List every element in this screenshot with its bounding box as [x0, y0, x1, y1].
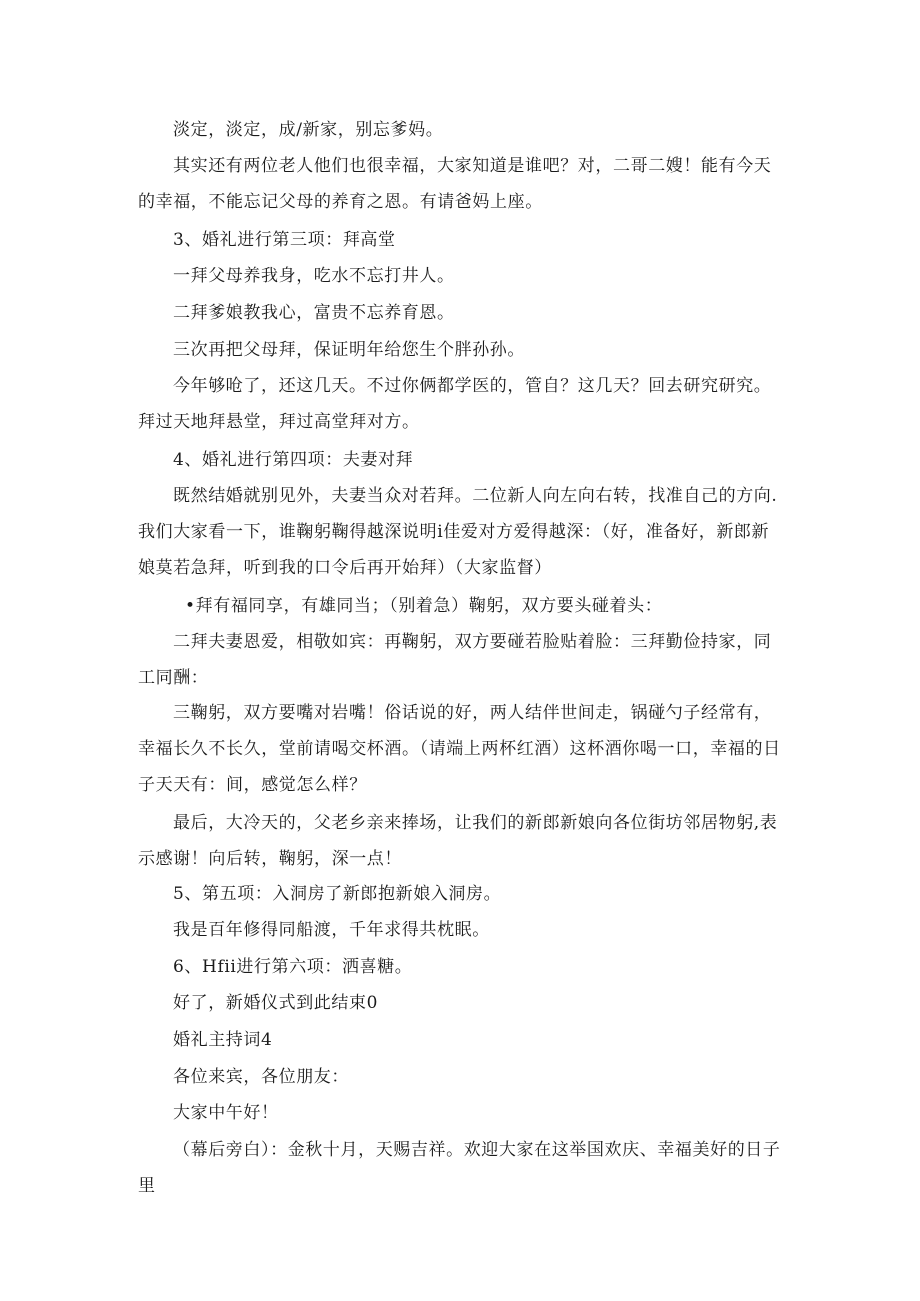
paragraph-17: 好了，新婚仪式到此结束0 — [173, 993, 379, 1013]
document-title-4: 婚礼主持词4 — [173, 1030, 273, 1050]
paragraph-11: 二拜夫妻恩爱，相敬如宾：再鞠躬，双方要碰若脸贴着脸：三拜勤俭持家，同工同酬： — [138, 632, 772, 688]
paragraph-4: 一拜父母养我身，吃水不忘打井人。 — [173, 266, 455, 286]
paragraph-21: （幕后旁白）：金秋十月，天赐吉祥。欢迎大家在这举国欢庆、幸福美好的日子里 — [138, 1140, 781, 1196]
paragraph-10: •拜有福同享，有雄同当；（别着急）鞠躬，双方要头碰着头： — [185, 596, 663, 616]
section-heading-4: 4、婚礼进行第四项：夫妻对拜 — [173, 450, 414, 470]
section-heading-3: 3、婚礼进行第三项：拜高堂 — [173, 230, 396, 250]
paragraph-12: 三鞠躬，双方要嘴对岩嘴！俗话说的好，两人结伴世间走，锅碰勺子经常有，幸福长久不长久，堂前请喝交杯酒。（请端上两杯红酒）这杯酒你喝一口，幸福的日子天天有：间，感觉怎么样？ — [138, 703, 781, 795]
paragraph-15: 我是百年修得同船渡，千年求得共枕眠。 — [173, 920, 490, 940]
paragraph-9: 既然结婚就别见外，夫妻当众对若拜。二位新人向左向右转，找准自己的方向.我们大家看一下，谁鞠躬鞠得越深说明i佳爱对方爱得越深：（好，准备好，新郎新娘莫若急拜，听到我的口令后再开始拜）（大家监督） — [138, 486, 778, 578]
paragraph-5: 二拜爹娘教我心，富贵不忘养育恩。 — [173, 303, 455, 323]
paragraph-20: 大家中午好！ — [173, 1103, 279, 1123]
section-heading-6: 6、Hfii进行第六项：洒喜糖。 — [173, 957, 413, 977]
paragraph-2: 其实还有两位老人他们也很幸福，大家知道是谁吧？对，二哥二嫂！能有今天的幸福，不能忘记父母的养育之恩。有请爸妈上座。 — [138, 156, 772, 212]
paragraph-6: 三次再把父母拜，保证明年给您生个胖孙孙。 — [173, 340, 525, 360]
paragraph-1: 淡定，淡定，成/新家，别忘爹妈。 — [173, 120, 444, 140]
section-heading-5: 5、第五项：入洞房了新郎抱新娘入洞房。 — [173, 884, 502, 904]
paragraph-19: 各位来宾，各位朋友： — [173, 1067, 349, 1087]
paragraph-7: 今年够呛了，还这几天。不过你俩都学医的，管自？这几天？回去研究研究。拜过天地拜悬堂，拜过高堂拜对方。 — [138, 376, 772, 432]
paragraph-13: 最后，大冷天的，父老乡亲来捧场，让我们的新郎新娘向各位街坊邻居物躬,表示感谢！向后转，鞠躬，深一点！ — [138, 813, 778, 869]
